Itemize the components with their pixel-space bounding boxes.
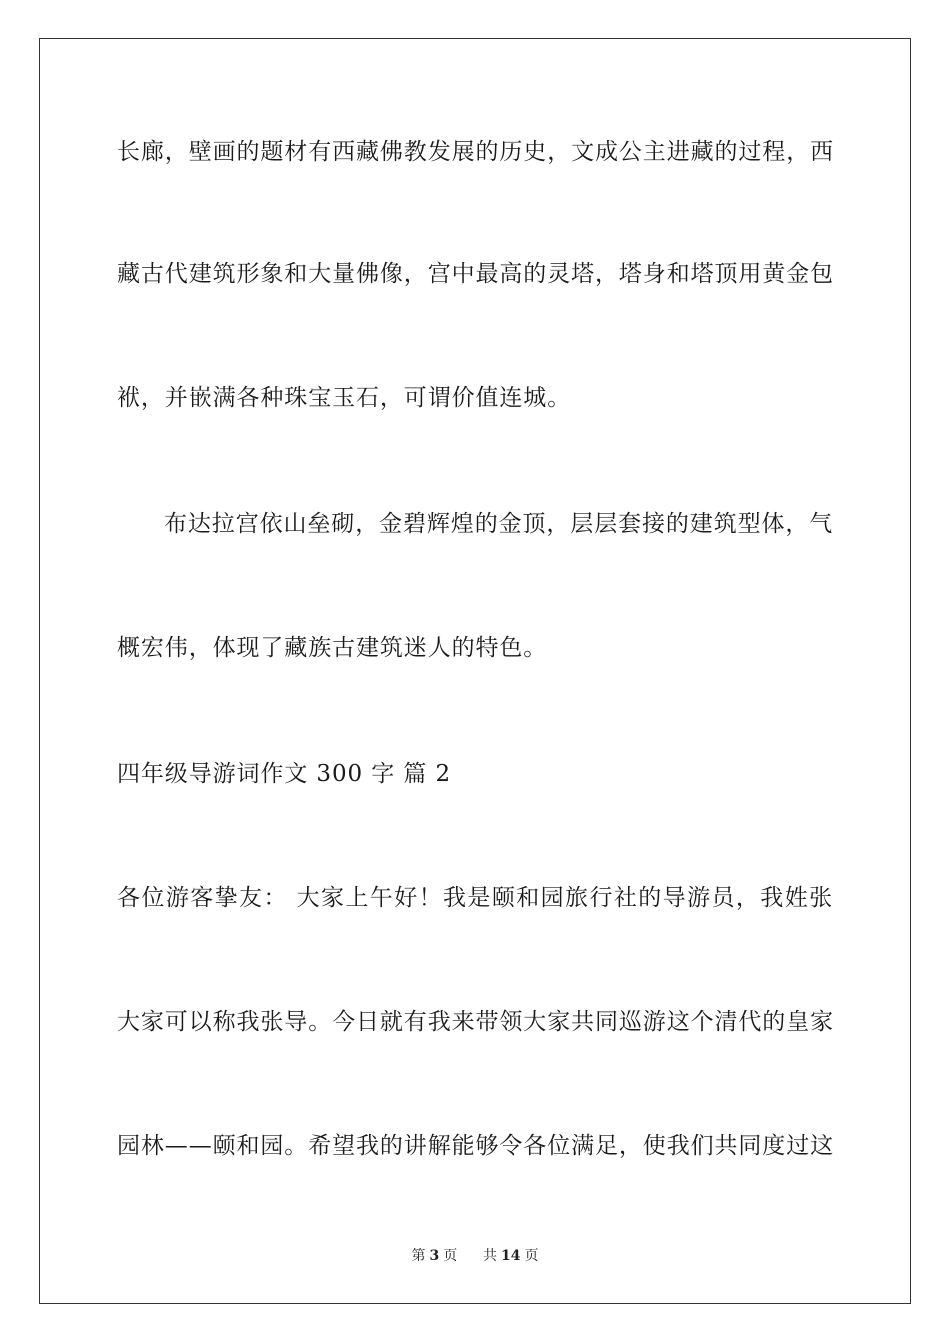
body-line-7: 大家可以称我张导。今日就有我来带领大家共同巡游这个清代的皇家: [117, 1009, 834, 1035]
body-line-2: 藏古代建筑形象和大量佛像，宫中最高的灵塔，塔身和塔顶用黄金包: [117, 261, 834, 287]
page-number: 第 3 页: [411, 1248, 458, 1264]
body-line-6: 各位游客挚友： 大家上午好！我是颐和园旅行社的导游员，我姓张: [117, 885, 833, 911]
page-footer: [0, 1247, 950, 1265]
page-frame: [39, 38, 911, 1304]
section-heading: 四年级导游词作文 300 字 篇 2: [117, 761, 451, 787]
body-line-5: 概宏伟，体现了藏族古建筑迷人的特色。: [117, 635, 548, 661]
body-line-4: 布达拉宫依山垒砌，金碧辉煌的金顶，层层套接的建筑型体，气: [164, 511, 834, 537]
page-total: 共 14 页: [483, 1248, 539, 1264]
body-line-1: 长廊，壁画的题材有西藏佛教发展的历史，文成公主进藏的过程，西: [117, 139, 834, 165]
body-line-8: 园林——颐和园。希望我的讲解能够令各位满足，使我们共同度过这: [117, 1133, 834, 1159]
body-line-3: 袱，并嵌满各种珠宝玉石，可谓价值连城。: [117, 385, 572, 411]
